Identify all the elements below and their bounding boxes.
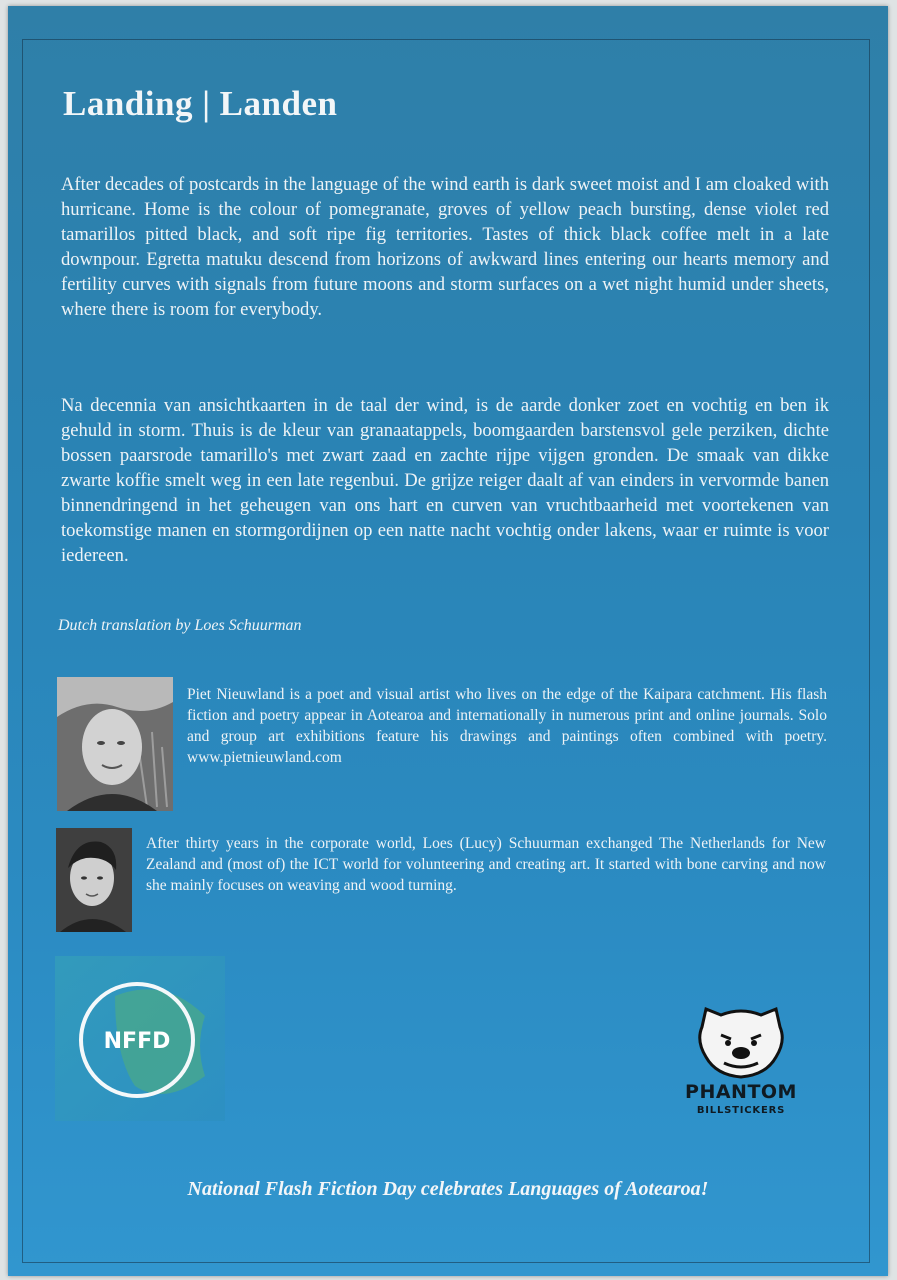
piet-bio: Piet Nieuwland is a poet and visual artist who lives on the edge of the Kaipara catchment. His flash fiction and poetry appear in Aotearoa and internationally in numerous print and online journals. Solo and group art exhibitions feature his drawings and paintings often combined with poetry. www.pietnieuwland.com bbox=[187, 686, 827, 766]
loes-bio: After thirty years in the corporate world, Loes (Lucy) Schuurman exchanged The Netherlands for New Zealand and (most of) the ICT world for volunteering and creating art. It started with bone carving and now she mainly focuses on weaving and wood turning. bbox=[146, 835, 826, 894]
phantom-billstickers-logo bbox=[676, 1001, 806, 1131]
translation-credit: Dutch translation by Loes Schuurman bbox=[58, 617, 302, 634]
nffd-logo-text: NFFD bbox=[103, 1029, 171, 1054]
poem-dutch: Na decennia van ansichtkaarten in de taal der wind, is de aarde donker zoet en vochtig en ben ik gehuld in storm. Thuis is de kleur van granaatappels, boomgaarden barstensvol gele perziken, dichte bossen paarsrode tamarillo's met zwart zaad en zachte rijpe vijgen gronden. De smaak van dikke zwarte koffie smelt weg in een late regenbui. De grijze reiger daalt af van einders in vervormde banen binnendringend in het geheugen van ons hart en curven van vruchtbaarheid met voortekenen van toekomstige manen en stormgordijnen op een natte nacht vochtig onder lakens, waar er ruimte is voor iedereen. bbox=[61, 395, 829, 566]
loes-portrait-photo bbox=[56, 828, 132, 932]
phantom-name: PHANTOM bbox=[685, 1081, 797, 1103]
phantom-subtitle: BILLSTICKERS bbox=[696, 1105, 786, 1116]
bulldog-icon bbox=[676, 1001, 806, 1081]
poem-title: Landing | Landen bbox=[63, 84, 338, 123]
footer-tagline: National Flash Fiction Day celebrates Languages of Aotearoa! bbox=[187, 1178, 709, 1200]
poem-english: After decades of postcards in the language of the wind earth is dark sweet moist and I am cloaked with hurricane. Home is the colour of pomegranate, groves of yellow peach bursting, dense violet red tamarillos pitted black, and soft ripe fig territories. Tastes of thick black coffee melt in a late downpour. Egretta matuku descend from horizons of awkward lines entering our hearts memory and fertility curves with signals from future moons and storm surfaces on a wet night humid under sheets, where there is room for everybody. bbox=[61, 174, 829, 320]
nffd-logo bbox=[55, 956, 225, 1121]
poster bbox=[8, 6, 888, 1276]
piet-portrait-photo bbox=[57, 677, 173, 811]
